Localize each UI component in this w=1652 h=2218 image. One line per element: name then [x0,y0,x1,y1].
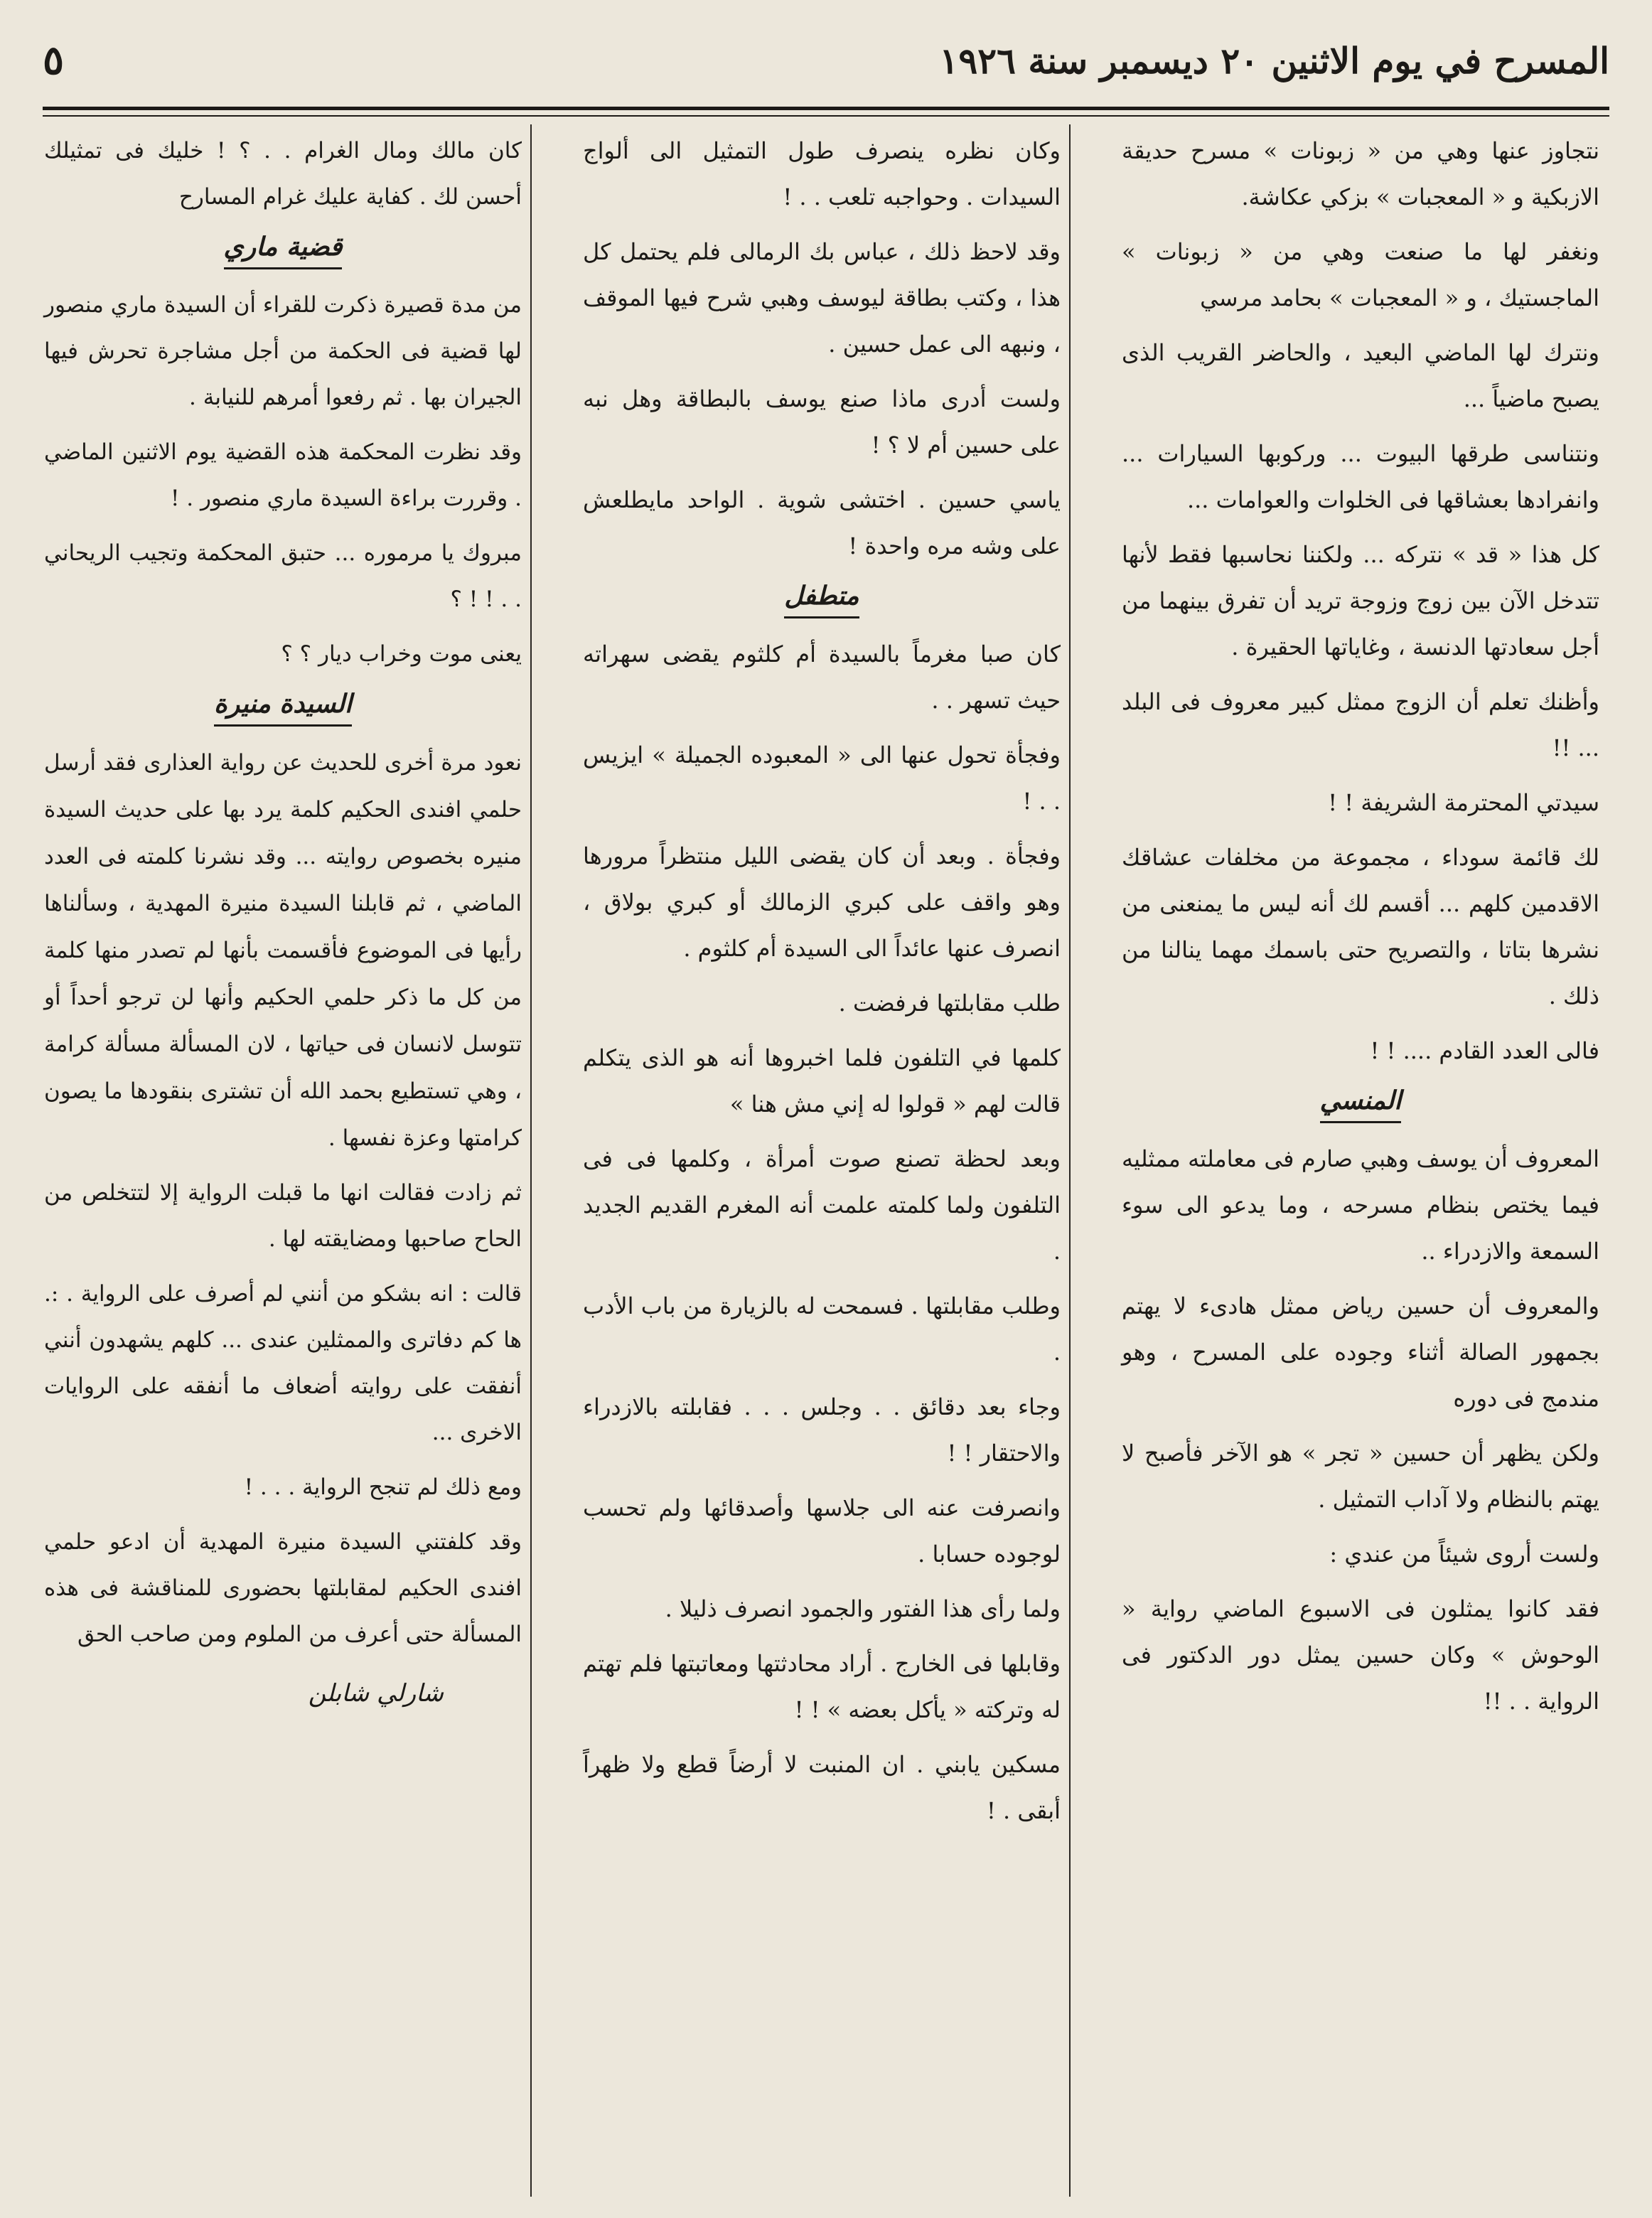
author-signature: شارلي شابلن [308,1679,444,1708]
paragraph: وقد نظرت المحكمة هذه القضية يوم الاثنين الماضي . وقررت براءة السيدة ماري منصور . ! [44,439,522,511]
paragraph: وطلب مقابلتها . فسمحت له بالزيارة من باب الأدب . [583,1292,1061,1366]
paragraph: وقد كلفتني السيدة منيرة المهدية أن ادعو حلمي افندى الحكيم لمقابلتها بحضورى للمناقشة فى هذه المسألة حتى أعرف من الملوم ومن صاحب الحق [44,1529,522,1647]
paragraph: وفجأة تحول عنها الى « المعبوده الجميلة » ايزيس . . ! [583,741,1061,815]
section-heading [44,229,522,269]
header-rule-thin [43,115,1609,117]
paragraph: كلمها في التلفون فلما اخبروها أنه هو الذى يتكلم قالت لهم « قولوا له إني مش هنا » [583,1044,1061,1118]
paragraph: نتجاوز عنها وهي من « زبونات » مسرح حديقة الازبكية و « المعجبات » بزكي عكاشة. [1122,137,1599,210]
paragraph: ولست أدرى ماذا صنع يوسف بالبطاقة وهل نبه على حسين أم لا ؟ ! [583,385,1061,459]
paragraph: كل هذا « قد » نتركه ... ولكننا نحاسبها فقط لأنها تتدخل الآن بين زوج وزوجة تريد أن تفرق بينهما من أجل سعادتها الدنسة ، وغاياتها الحقيرة . [1122,541,1599,660]
paragraph: مبروك يا مرموره ... حتبق المحكمة وتجيب الريحاني . . ! ! ؟ [44,540,522,612]
paragraph: ونغفر لها ما صنعت وهي من « زبونات » الماجستيك ، و « المعجبات » بحامد مرسي [1122,238,1599,311]
paragraph: كان صبا مغرماً بالسيدة أم كلثوم يقضى سهراته حيث تسهر . . [583,641,1061,714]
column-left [34,128,532,2197]
section-heading [1122,1083,1599,1123]
paragraph: فالى العدد القادم .... ! ! [1370,1037,1599,1064]
paragraph: ثم زادت فقالت انها ما قبلت الرواية إلا لتتخلص من الحاح صاحبها ومضايقته لها . [44,1180,522,1252]
paragraph: قالت : انه بشكو من أنني لم أصرف على الرواية . :. ها كم دفاترى والممثلين عندى ... كلهم يشهدون أنني أنفقت على روايته أضعاف ما أنفقه على الروايات الاخرى ... [44,1281,522,1445]
paragraph: المعروف أن يوسف وهبي صارم فى معاملته ممثليه فيما يختص بنظام مسرحه ، وما يدعو الى سوء السمعة والازدراء .. [1122,1145,1599,1265]
paragraph: ونترك لها الماضي البعيد ، والحاضر القريب الذى يصبح ماضياً ... [1122,339,1599,412]
paragraph: وفجأة . وبعد أن كان يقضى الليل منتظراً مرورها وهو واقف على كبري الزمالك أو كبري بولاق ، انصرف عنها عائداً الى السيدة أم كلثوم . [583,842,1061,962]
paragraph: وجاء بعد دقائق . . وجلس . . . فقابلته بالازدراء والاحتقار ! ! [583,1393,1061,1467]
paragraph: طلب مقابلتها فرفضت . [838,990,1061,1017]
paragraph: سيدتي المحترمة الشريفة ! ! [1328,789,1599,816]
paragraph: مسكين يابني . ان المنبت لا أرضاً قطع ولا ظهراً أبقى . ! [583,1751,1061,1824]
section-heading-text: السيدة منيرة [214,686,352,727]
section-heading-text: قضية ماري [224,229,343,269]
paragraph: يعنى موت وخراب ديار ؟ ؟ [281,641,522,667]
paragraph: لك قائمة سوداء ، مجموعة من مخلفات عشاقك الاقدمين كلهم ... أقسم لك أنه ليس ما يمنعنى من نشرها بتاتا ، والتصريح حتى باسمك مهما ينالنا من ذلك . [1122,844,1599,1009]
section-heading [583,578,1061,618]
section-heading [44,686,522,727]
paragraph: ولست أروى شيئاً من عندي : [1329,1541,1599,1568]
page-header [43,28,1609,92]
paragraph: والمعروف أن حسين رياض ممثل هادىء لا يهتم بجمهور الصالة أثناء وجوده على المسرح ، وهو مندمج فى دوره [1122,1292,1599,1412]
paragraph: كان مالك ومال الغرام . . ؟ ! خليك فى تمثيلك أحسن لك . كفاية عليك غرام المسارح [44,138,522,210]
paragraph: وقد لاحظ ذلك ، عباس بك الرمالى فلم يحتمل كل هذا ، وكتب بطاقة ليوسف وهبي شرح فيها الموقف ، ونبهه الى عمل حسين . [583,238,1061,358]
section-heading-text: متطفل [784,578,859,618]
paragraph: من مدة قصيرة ذكرت للقراء أن السيدة ماري منصور لها قضية فى الحكمة من أجل مشاجرة تحرش فيها الجيران بها . ثم رفعوا أمرهم للنيابة . [44,292,522,410]
running-title: المسرح في يوم الاثنين ٢٠ ديسمبر سنة ١٩٢٦ [939,39,1609,82]
paragraph: وأظنك تعلم أن الزوج ممثل كبير معروف فى البلد ... !! [1122,688,1599,761]
paragraph: وبعد لحظة تصنع صوت أمرأة ، وكلمها فى فى التلفون ولما كلمته علمت أنه المغرم القديم الجديد . [583,1145,1061,1265]
paragraph: ونتناسى طرقها البيوت ... وركوبها السيارات ... وانفرادها بعشاقها فى الخلوات والعوامات ... [1122,440,1599,513]
paragraph: ولما رأى هذا الفتور والجمود انصرف ذليلا . [665,1595,1061,1622]
paragraph: ولكن يظهر أن حسين « تجر » هو الآخر فأصبح لا يهتم بالنظام ولا آداب التمثيل . [1122,1440,1599,1513]
paragraph: ومع ذلك لم تنجح الرواية . . . ! [244,1474,522,1500]
page-number: ٥ [43,37,65,84]
paragraph: نعود مرة أخرى للحديث عن رواية العذارى فقد أرسل حلمي افندى الحكيم كلمة يرد بها على حديث السيدة منيره بخصوص روايته ... وقد نشرنا كلمته فى العدد الماضي ، ثم قابلنا السيدة منيرة المهدية ، وسألناها رأيها فى الموضوع فأقسمت بأنها لم تصدر منها كلمة من كل ما ذكر حلمي الحكيم وأنها لن ترجو أحداً أو تتوسل لانسان فى حياتها ، لان المسألة مسألة كرامة ، وهي تستطيع بحمد الله أن تشترى بنقودها ما يصون كرامتها وعزة نفسها . [44,750,522,1151]
column-right [1112,128,1609,2197]
header-rule-thick [43,107,1609,110]
paragraph: وكان نظره ينصرف طول التمثيل الى ألواج السيدات . وحواجبه تلعب . . ! [583,137,1061,210]
paragraph: ياسي حسين . اختشى شوية . الواحد مايطلعش على وشه مره واحدة ! [583,486,1061,559]
paragraph: فقد كانوا يمثلون فى الاسبوع الماضي رواية « الوحوش » وكان حسين يمثل دور الدكتور فى الرواية . . !! [1122,1595,1600,1715]
section-heading-text: المنسي [1320,1083,1402,1123]
column-middle [573,128,1071,2197]
paragraph: وقابلها فى الخارج . أراد محادثتها ومعاتبتها فلم تهتم له وتركته « يأكل بعضه » ! ! [583,1650,1061,1723]
paragraph: وانصرفت عنه الى جلاسها وأصدقائها ولم تحسب لوجوده حسابا . [583,1494,1061,1568]
